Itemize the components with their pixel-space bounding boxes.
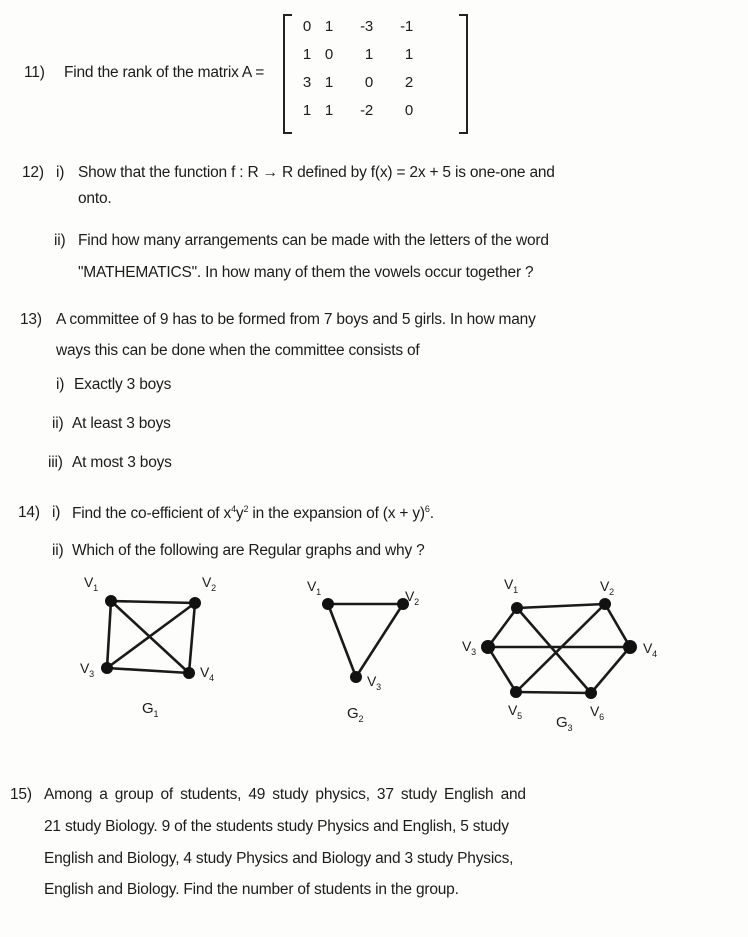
q12-part-ii-label: ii): [54, 232, 66, 249]
exponent: 2: [243, 504, 249, 514]
graph-label-g3: $G_3$: [556, 714, 573, 733]
q13-option-text: At most 3 boys: [72, 454, 172, 471]
q12-part-i-label: i): [56, 164, 65, 181]
matrix-cell: 0: [364, 74, 373, 91]
q14-part-ii-text: Which of the following are Regular graphs and why ?: [72, 542, 425, 559]
matrix-cell: -3: [360, 18, 373, 35]
matrix-cell: 3: [302, 74, 311, 91]
q13-option-label: i): [56, 376, 65, 393]
q14-part-i-mid: y: [235, 505, 244, 522]
vertex-label-v3: $V_3$: [462, 638, 476, 657]
matrix-cell: 1: [302, 102, 311, 119]
q12-part-i-line2: onto.: [78, 190, 112, 207]
vertex-label-v1: $V_1$: [84, 574, 98, 593]
vertex-label-v6: $V_6$: [590, 703, 604, 722]
vertex-label-v5: $V_5$: [508, 702, 522, 721]
q13-option-text: Exactly 3 boys: [74, 376, 172, 393]
matrix-cell: 1: [302, 46, 311, 63]
q14-part-ii-label: ii): [52, 542, 64, 559]
matrix-cell: 0: [302, 18, 311, 35]
matrix-cell: 1: [324, 18, 333, 35]
q15-number: 15): [10, 786, 32, 803]
q15-line3: English and Biology, 4 study Physics and Biology and 3 study Physics,: [44, 850, 514, 867]
matrix-cell: 1: [364, 46, 373, 63]
q13-option-label: ii): [52, 415, 64, 432]
q12-part-ii-line1: Find how many arrangements can be made with the letters of the word: [78, 232, 549, 249]
vertex-label-v4: $V_4$: [200, 664, 214, 683]
q12-part-i-line1: Show that the function f : R → R defined by f(x) = 2x + 5 is one-one and: [78, 164, 555, 181]
q12-number: 12): [22, 164, 44, 181]
q13-option-text: At least 3 boys: [72, 415, 171, 432]
exponent: 6: [424, 504, 430, 514]
q13-number: 13): [20, 311, 42, 328]
matrix-cell: 1: [324, 102, 333, 119]
vertex-label-v4: $V_4$: [643, 640, 657, 659]
matrix-cell: 2: [404, 74, 413, 91]
graph-label-g1: $G_1$: [142, 700, 159, 719]
matrix-cell: -2: [360, 102, 373, 119]
matrix-cell: 1: [324, 74, 333, 91]
q14-part-i-label: i): [52, 504, 61, 521]
q11-number: 11): [24, 64, 45, 81]
q14-number: 14): [18, 504, 40, 521]
matrix-cell: -1: [400, 18, 413, 35]
q14-part-i-end: .: [429, 505, 434, 522]
q13-option-label: iii): [48, 454, 63, 471]
q15-line1: Among a group of students, 49 study physics, 37 study English and: [44, 786, 526, 803]
q15-line4: English and Biology. Find the number of students in the group.: [44, 881, 459, 898]
q14-part-i-mid2: in the expansion of (x + y): [248, 505, 425, 522]
q15-line2: 21 study Biology. 9 of the students study Physics and English, 5 study: [44, 818, 509, 835]
vertex-label-v2: $V_2$: [405, 588, 419, 607]
matrix-cell: 1: [404, 46, 413, 63]
q13-line2: ways this can be done when the committee consists of: [56, 342, 420, 359]
vertex-label-v2: $V_2$: [202, 574, 216, 593]
exponent: 4: [231, 504, 236, 514]
vertex-label-v3: $V_3$: [80, 660, 94, 679]
q11-text: Find the rank of the matrix A =: [64, 64, 265, 81]
q12-part-ii-line2: "MATHEMATICS". In how many of them the vowels occur together ?: [78, 264, 534, 281]
q14-part-i-pre: Find the co-efficient of x: [72, 505, 232, 522]
matrix-cell: 0: [404, 102, 413, 119]
q13-line1: A committee of 9 has to be formed from 7 boys and 5 girls. In how many: [56, 311, 536, 328]
vertex-label-v3: $V_3$: [367, 673, 381, 692]
vertex-label-v1: $V_1$: [307, 578, 321, 597]
matrix-cell: 0: [324, 46, 333, 63]
vertex-label-v1: $V_1$: [504, 576, 518, 595]
graph-label-g2: $G_2$: [347, 705, 364, 724]
vertex-label-v2: $V_2$: [600, 578, 614, 597]
